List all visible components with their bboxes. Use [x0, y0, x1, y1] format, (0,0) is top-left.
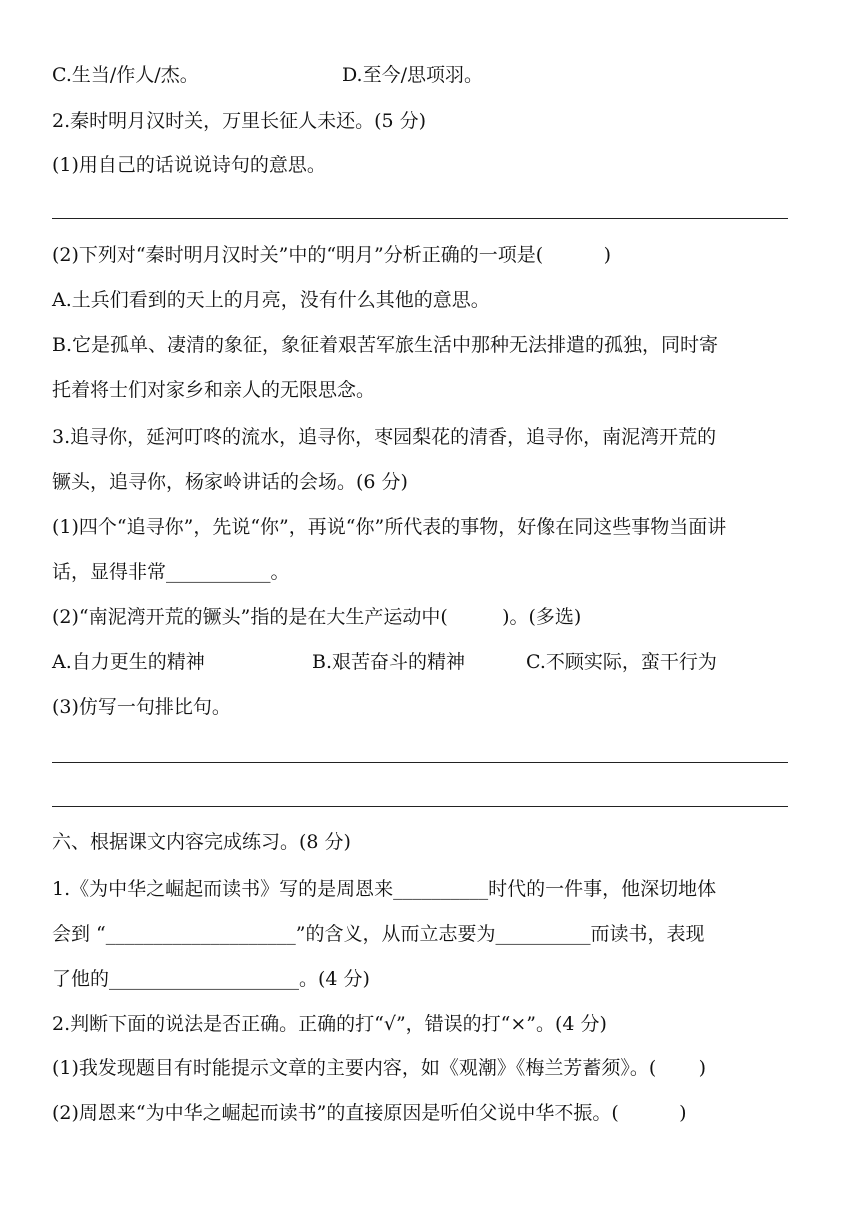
- question-3-1-continued: 话，显得非常___________。: [52, 561, 290, 583]
- question-6-1: 1.《为中华之崛起而读书》写的是周恩来__________时代的一件事，他深切地体: [52, 878, 717, 900]
- question-6-2-2: (2)周恩来“为中华之崛起而读书”的直接原因是听伯父说中华不振。( ): [52, 1102, 687, 1124]
- option-a: A.自力更生的精神: [52, 651, 205, 673]
- question-3: 3.追寻你，延河叮咚的流水，追寻你，枣园梨花的清香，追寻你，南泥湾开荒的: [52, 426, 717, 448]
- question-3-2: (2)“南泥湾开荒的镢头”指的是在大生产运动中( )。(多选): [52, 606, 582, 628]
- option-b-continued: 托着将士们对家乡和亲人的无限思念。: [52, 379, 376, 401]
- question-6-1-continued: 会到 “____________________”的含义，从而立志要为__________而读书，表现: [52, 923, 705, 945]
- answer-line[interactable]: [52, 762, 788, 763]
- option-b: B.它是孤单、凄清的象征，象征着艰苦军旅生活中那种无法排遣的孤独，同时寄: [52, 334, 719, 356]
- question-3-1: (1)四个“追寻你”，先说“你”，再说“你”所代表的事物，好像在同这些事物当面讲: [52, 516, 727, 538]
- option-a: A.土兵们看到的天上的月亮，没有什么其他的意思。: [52, 289, 490, 311]
- section-six-heading: 六、根据课文内容完成练习。(8 分): [52, 831, 351, 853]
- option-b: B.艰苦奋斗的精神: [312, 651, 466, 673]
- option-c: C.不顾实际，蛮干行为: [526, 651, 717, 673]
- question-3-3: (3)仿写一句排比句。: [52, 696, 231, 718]
- question-6-2: 2.判断下面的说法是否正确。正确的打“√”，错误的打“×”。(4 分): [52, 1013, 607, 1035]
- option-c: C.生当/作人/杰。: [52, 64, 199, 86]
- question-2-1: (1)用自己的话说说诗句的意思。: [52, 154, 326, 176]
- question-3-continued: 镢头，追寻你，杨家岭讲话的会场。(6 分): [52, 471, 408, 493]
- question-2: 2.秦时明月汉时关，万里长征人未还。(5 分): [52, 110, 427, 132]
- question-6-1-end: 了他的____________________。(4 分): [52, 968, 370, 990]
- answer-line[interactable]: [52, 218, 788, 219]
- option-d: D.至今/思项羽。: [342, 64, 483, 86]
- question-2-2: (2)下列对“秦时明月汉时关”中的“明月”分析正确的一项是( ): [52, 244, 611, 266]
- answer-line[interactable]: [52, 806, 788, 807]
- question-6-2-1: (1)我发现题目有时能提示文章的主要内容，如《观潮》《梅兰芳蓄须》。( ): [52, 1057, 707, 1079]
